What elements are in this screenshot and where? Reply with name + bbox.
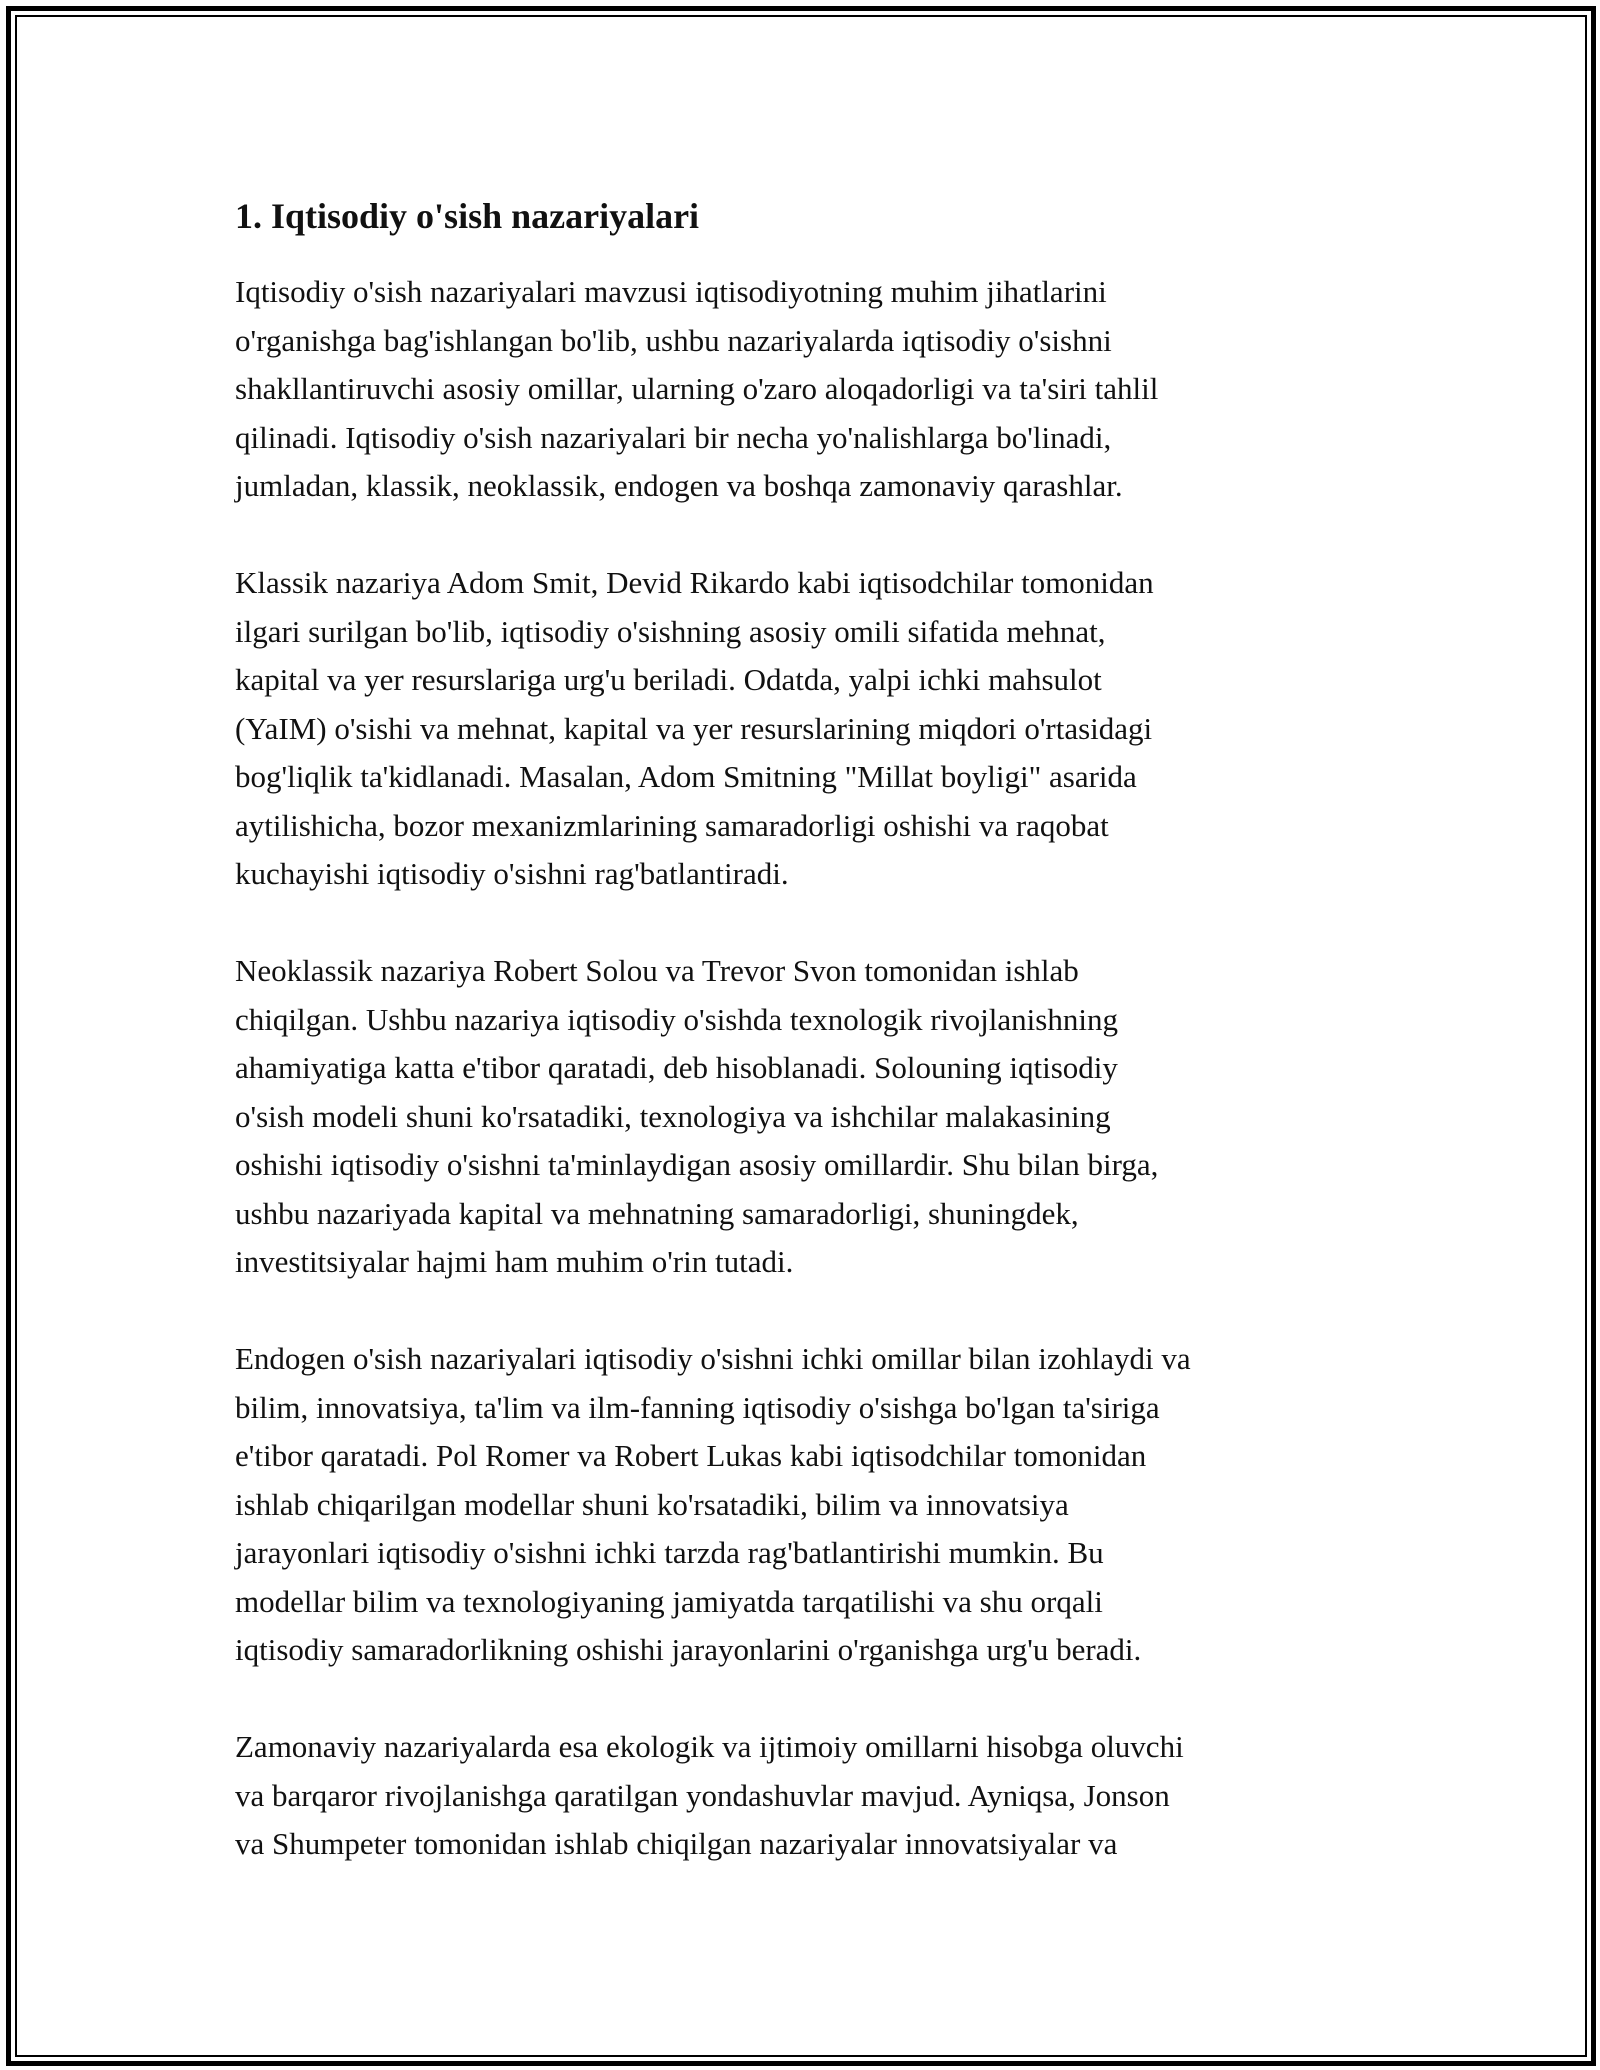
paragraph-line: chiqilgan. Ushbu nazariya iqtisodiy o'sishda texnologik rivojlanishning (235, 1001, 1118, 1037)
paragraph-line: (YaIM) o'sishi va mehnat, kapital va yer resurslarining miqdori o'rtasidagi (235, 710, 1153, 746)
paragraph (235, 559, 1375, 899)
paragraph-line: qilinadi. Iqtisodiy o'sish nazariyalari bir necha yo'nalishlarga bo'linadi, (235, 419, 1112, 455)
paragraph-line: Neoklassik nazariya Robert Solou va Trevor Svon tomonidan ishlab (235, 953, 1079, 988)
paragraph-line: kuchayishi iqtisodiy o'sishni rag'batlantiradi. (235, 856, 789, 891)
paragraph-line: shakllantiruvchi asosiy omillar, ularning o'zaro aloqadorligi va ta'siri tahlil (235, 371, 1159, 406)
paragraph-line: o'rganishga bag'ishlangan bo'lib, ushbu nazariyalarda iqtisodiy o'sishni (235, 322, 1112, 358)
paragraph-line: e'tibor qaratadi. Pol Romer va Robert Lukas kabi iqtisodchilar tomonidan (235, 1438, 1147, 1473)
paragraph (235, 1723, 1375, 1869)
paragraph-line: ahamiyatiga katta e'tibor qaratadi, deb hisoblanadi. Solouning iqtisodiy (235, 1050, 1118, 1085)
paragraph-line: oshishi iqtisodiy o'sishni ta'minlaydigan asosiy omillardir. Shu bilan birga, (235, 1147, 1159, 1182)
paragraph-line: Endogen o'sish nazariyalari iqtisodiy o'sishni ichki omillar bilan izohlaydi va (235, 1341, 1191, 1376)
paragraph-line: ilgari surilgan bo'lib, iqtisodiy o'sishning asosiy omili sifatida mehnat, (235, 613, 1106, 649)
paragraph (235, 268, 1375, 511)
paragraph-line: modellar bilim va texnologiyaning jamiyatda tarqatilishi va shu orqali (235, 1583, 1103, 1619)
paragraph-line: jarayonlari iqtisodiy o'sishni ichki tarzda rag'batlantirishi mumkin. Bu (235, 1535, 1104, 1570)
paragraph-line: bog'liqlik ta'kidlanadi. Masalan, Adom Smitning "Millat boyligi" asarida (235, 759, 1137, 794)
paragraph-line: Klassik nazariya Adom Smit, Devid Rikardo kabi iqtisodchilar tomonidan (235, 565, 1154, 600)
paragraph-line: va Shumpeter tomonidan ishlab chiqilgan nazariyalar innovatsiyalar va (235, 1826, 1118, 1861)
paragraph-line: jumladan, klassik, neoklassik, endogen va boshqa zamonaviy qarashlar. (235, 468, 1123, 503)
paragraph-line: ishlab chiqarilgan modellar shuni ko'rsatadiki, bilim va innovatsiya (235, 1486, 1069, 1522)
paragraph-line: Iqtisodiy o'sish nazariyalari mavzusi iqtisodiyotning muhim jihatlarini (235, 274, 1107, 309)
paragraph-line: kapital va yer resurslariga urg'u beriladi. Odatda, yalpi ichki mahsulot (235, 662, 1102, 697)
paragraph-line: iqtisodiy samaradorlikning oshishi jarayonlarini o'rganishga urg'u beradi. (235, 1632, 1142, 1667)
paragraph (235, 947, 1375, 1287)
paragraph-line: Zamonaviy nazariyalarda esa ekologik va ijtimoiy omillarni hisobga oluvchi (235, 1729, 1184, 1764)
paragraph-line: bilim, innovatsiya, ta'lim va ilm-fanning iqtisodiy o'sishga bo'lgan ta'siriga (235, 1389, 1160, 1425)
paragraph-line: investitsiyalar hajmi ham muhim o'rin tutadi. (235, 1244, 794, 1279)
paragraph-line: va barqaror rivojlanishga qaratilgan yondashuvlar mavjud. Ayniqsa, Jonson (235, 1777, 1170, 1813)
paragraph (235, 1335, 1375, 1675)
paragraph-line: aytilishicha, bozor mexanizmlarining samaradorligi oshishi va raqobat (235, 807, 1109, 843)
document-body (235, 188, 1375, 1917)
paragraph-container (235, 268, 1375, 1869)
paragraph-line: ushbu nazariyada kapital va mehnatning samaradorligi, shuningdek, (235, 1195, 1079, 1231)
paragraph-line: o'sish modeli shuni ko'rsatadiki, texnologiya va ishchilar malakasining (235, 1098, 1111, 1134)
section-heading: 1. Iqtisodiy o'sish nazariyalari (235, 196, 700, 236)
